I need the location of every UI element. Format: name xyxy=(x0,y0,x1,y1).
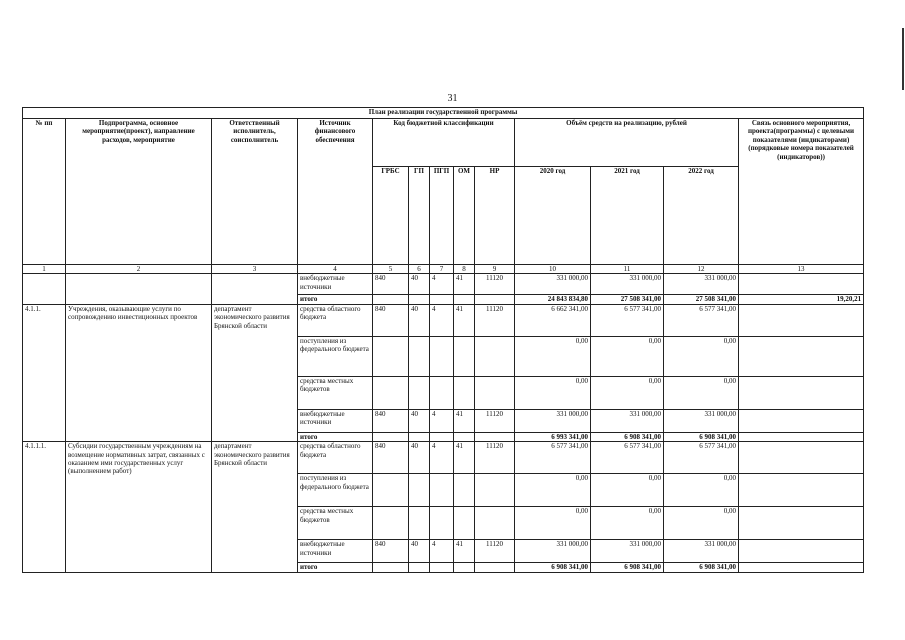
header-om: ОМ xyxy=(454,167,475,265)
col-number: 10 xyxy=(515,265,591,274)
page-edge-mark xyxy=(902,28,904,90)
amount-2022: 331 000,00 xyxy=(664,274,739,295)
source-label: внебюджетные источники xyxy=(298,409,373,432)
om-value: 41 xyxy=(454,274,475,295)
header-2020: 2020 год xyxy=(515,167,591,265)
table-row xyxy=(23,274,864,295)
header-row-1 xyxy=(23,119,864,167)
amount-2022: 6 577 341,00 xyxy=(664,304,739,336)
amount-2022: 331 000,00 xyxy=(664,409,739,432)
total-2020: 6 993 341,00 xyxy=(515,432,591,441)
header-grbs: ГРБС xyxy=(373,167,409,265)
np-value: 11120 xyxy=(475,304,515,336)
cell-empty xyxy=(409,336,430,376)
cell-empty xyxy=(475,336,515,376)
table-title: План реализации государственной программы xyxy=(23,108,864,119)
amount-2022: 0,00 xyxy=(664,474,739,507)
om-value: 41 xyxy=(454,304,475,336)
table-title-row xyxy=(23,108,864,119)
pgp-value: 4 xyxy=(430,442,454,474)
np-value: 11120 xyxy=(475,409,515,432)
amount-2020: 6 577 341,00 xyxy=(515,442,591,474)
amount-2022: 0,00 xyxy=(664,336,739,376)
amount-2020: 6 662 341,00 xyxy=(515,304,591,336)
source-label: средства областного бюджета xyxy=(298,442,373,474)
amount-2021: 6 577 341,00 xyxy=(591,304,664,336)
cell-empty xyxy=(739,474,864,507)
row-name: Субсидии государственным учреждениям на возмещение нормативных затрат, связанных с оказанием ими государственных услуг (выполнением работ) xyxy=(66,442,212,572)
amount-2022: 331 000,00 xyxy=(664,540,739,563)
cell-empty xyxy=(739,376,864,409)
cell-empty xyxy=(739,304,864,336)
amount-2021: 0,00 xyxy=(591,336,664,376)
amount-2020: 0,00 xyxy=(515,336,591,376)
source-label: итого xyxy=(298,295,373,304)
col-number: 13 xyxy=(739,265,864,274)
pgp-value: 4 xyxy=(430,409,454,432)
amount-2020: 331 000,00 xyxy=(515,274,591,295)
total-2020: 6 908 341,00 xyxy=(515,563,591,572)
source-label: внебюджетные источники xyxy=(298,540,373,563)
cell-empty xyxy=(373,507,409,540)
col-number: 2 xyxy=(66,265,212,274)
cell-empty xyxy=(739,409,864,432)
header-volume: Объём средств на реализацию, рублей xyxy=(515,119,739,167)
cell-empty xyxy=(430,563,454,572)
table-row xyxy=(23,442,864,474)
grbs-value: 840 xyxy=(373,442,409,474)
cell-empty xyxy=(430,432,454,441)
cell-empty xyxy=(373,295,409,304)
total-2020: 24 843 834,80 xyxy=(515,295,591,304)
amount-2021: 331 000,00 xyxy=(591,540,664,563)
col-number: 9 xyxy=(475,265,515,274)
cell-empty xyxy=(739,274,864,295)
cell-empty xyxy=(454,432,475,441)
cell-empty xyxy=(409,563,430,572)
cell-empty xyxy=(409,507,430,540)
column-number-row xyxy=(23,265,864,274)
amount-2020: 331 000,00 xyxy=(515,540,591,563)
np-value: 11120 xyxy=(475,540,515,563)
col-number: 1 xyxy=(23,265,66,274)
row-responsible: департамент экономического развития Брянской области xyxy=(212,304,298,441)
program-plan-table xyxy=(22,107,864,573)
cell-empty xyxy=(475,474,515,507)
amount-2020: 0,00 xyxy=(515,376,591,409)
grbs-value: 840 xyxy=(373,540,409,563)
header-name: Подпрограмма, основное мероприятие(проект), направление расходов, мероприятие xyxy=(66,119,212,265)
cell-empty xyxy=(739,540,864,563)
amount-2022: 6 577 341,00 xyxy=(664,442,739,474)
cell-empty xyxy=(739,336,864,376)
cell-empty xyxy=(373,376,409,409)
total-2021: 6 908 341,00 xyxy=(591,563,664,572)
cell-empty xyxy=(212,274,298,304)
header-source: Источник финансового обеспечения xyxy=(298,119,373,265)
om-value: 41 xyxy=(454,540,475,563)
source-label: итого xyxy=(298,432,373,441)
header-np: НР xyxy=(475,167,515,265)
pgp-value: 4 xyxy=(430,304,454,336)
amount-2021: 331 000,00 xyxy=(591,409,664,432)
header-budget-code: Код бюджетной классификации xyxy=(373,119,515,167)
source-label: средства местных бюджетов xyxy=(298,376,373,409)
row-number: 4.1.1.1. xyxy=(23,442,66,572)
cell-empty xyxy=(373,432,409,441)
col-number: 6 xyxy=(409,265,430,274)
indicator-link: 19,20,21 xyxy=(739,295,864,304)
amount-2021: 0,00 xyxy=(591,474,664,507)
total-2022: 6 908 341,00 xyxy=(664,432,739,441)
gp-value: 40 xyxy=(409,409,430,432)
source-label: поступления из федерального бюджета xyxy=(298,474,373,507)
total-2022: 6 908 341,00 xyxy=(664,563,739,572)
amount-2020: 331 000,00 xyxy=(515,409,591,432)
cell-empty xyxy=(475,507,515,540)
cell-empty xyxy=(430,295,454,304)
gp-value: 40 xyxy=(409,442,430,474)
amount-2022: 0,00 xyxy=(664,376,739,409)
col-number: 3 xyxy=(212,265,298,274)
col-number: 5 xyxy=(373,265,409,274)
header-responsible: Ответственный исполнитель, соисполнитель xyxy=(212,119,298,265)
header-pgp: ПГП xyxy=(430,167,454,265)
source-label: средства областного бюджета xyxy=(298,304,373,336)
col-number: 8 xyxy=(454,265,475,274)
amount-2021: 0,00 xyxy=(591,376,664,409)
col-number: 11 xyxy=(591,265,664,274)
cell-empty xyxy=(454,563,475,572)
amount-2021: 6 577 341,00 xyxy=(591,442,664,474)
cell-empty xyxy=(430,474,454,507)
header-2022: 2022 год xyxy=(664,167,739,265)
np-value: 11120 xyxy=(475,274,515,295)
om-value: 41 xyxy=(454,442,475,474)
cell-empty xyxy=(454,507,475,540)
cell-empty xyxy=(430,376,454,409)
pgp-value: 4 xyxy=(430,274,454,295)
header-2021: 2021 год xyxy=(591,167,664,265)
cell-empty xyxy=(373,474,409,507)
cell-empty xyxy=(475,432,515,441)
om-value: 41 xyxy=(454,409,475,432)
cell-empty xyxy=(739,442,864,474)
amount-2022: 0,00 xyxy=(664,507,739,540)
np-value: 11120 xyxy=(475,442,515,474)
source-label: внебюджетные источники xyxy=(298,274,373,295)
page-number: 31 xyxy=(447,93,458,104)
header-num: № пп xyxy=(23,119,66,265)
cell-empty xyxy=(739,432,864,441)
source-label: итого xyxy=(298,563,373,572)
grbs-value: 840 xyxy=(373,274,409,295)
cell-empty xyxy=(454,336,475,376)
pgp-value: 4 xyxy=(430,540,454,563)
amount-2021: 0,00 xyxy=(591,507,664,540)
cell-empty xyxy=(373,563,409,572)
gp-value: 40 xyxy=(409,304,430,336)
total-2022: 27 508 341,00 xyxy=(664,295,739,304)
cell-empty xyxy=(409,474,430,507)
cell-empty xyxy=(409,376,430,409)
amount-2020: 0,00 xyxy=(515,507,591,540)
col-number: 7 xyxy=(430,265,454,274)
cell-empty xyxy=(409,295,430,304)
cell-empty xyxy=(454,295,475,304)
row-responsible: департамент экономического развития Брянской области xyxy=(212,442,298,572)
cell-empty xyxy=(66,274,212,304)
cell-empty xyxy=(430,336,454,376)
cell-empty xyxy=(430,507,454,540)
grbs-value: 840 xyxy=(373,304,409,336)
amount-2020: 0,00 xyxy=(515,474,591,507)
grbs-value: 840 xyxy=(373,409,409,432)
row-name: Учреждения, оказывающие услуги по сопровождению инвестиционных проектов xyxy=(66,304,212,441)
cell-empty xyxy=(373,336,409,376)
row-number: 4.1.1. xyxy=(23,304,66,441)
cell-empty xyxy=(454,474,475,507)
cell-empty xyxy=(475,295,515,304)
total-2021: 27 508 341,00 xyxy=(591,295,664,304)
cell-empty xyxy=(739,507,864,540)
cell-empty xyxy=(409,432,430,441)
cell-empty xyxy=(454,376,475,409)
table-row xyxy=(23,304,864,336)
cell-empty xyxy=(23,274,66,304)
cell-empty xyxy=(739,563,864,572)
cell-empty xyxy=(475,376,515,409)
gp-value: 40 xyxy=(409,274,430,295)
source-label: поступления из федерального бюджета xyxy=(298,336,373,376)
source-label: средства местных бюджетов xyxy=(298,507,373,540)
gp-value: 40 xyxy=(409,540,430,563)
amount-2021: 331 000,00 xyxy=(591,274,664,295)
header-gp: ГП xyxy=(409,167,430,265)
col-number: 4 xyxy=(298,265,373,274)
cell-empty xyxy=(475,563,515,572)
header-link: Связь основного мероприятия, проекта(программы) с целевыми показателями (индикаторами) (порядковые номера показателей (индикаторов)) xyxy=(739,119,864,265)
total-2021: 6 908 341,00 xyxy=(591,432,664,441)
col-number: 12 xyxy=(664,265,739,274)
